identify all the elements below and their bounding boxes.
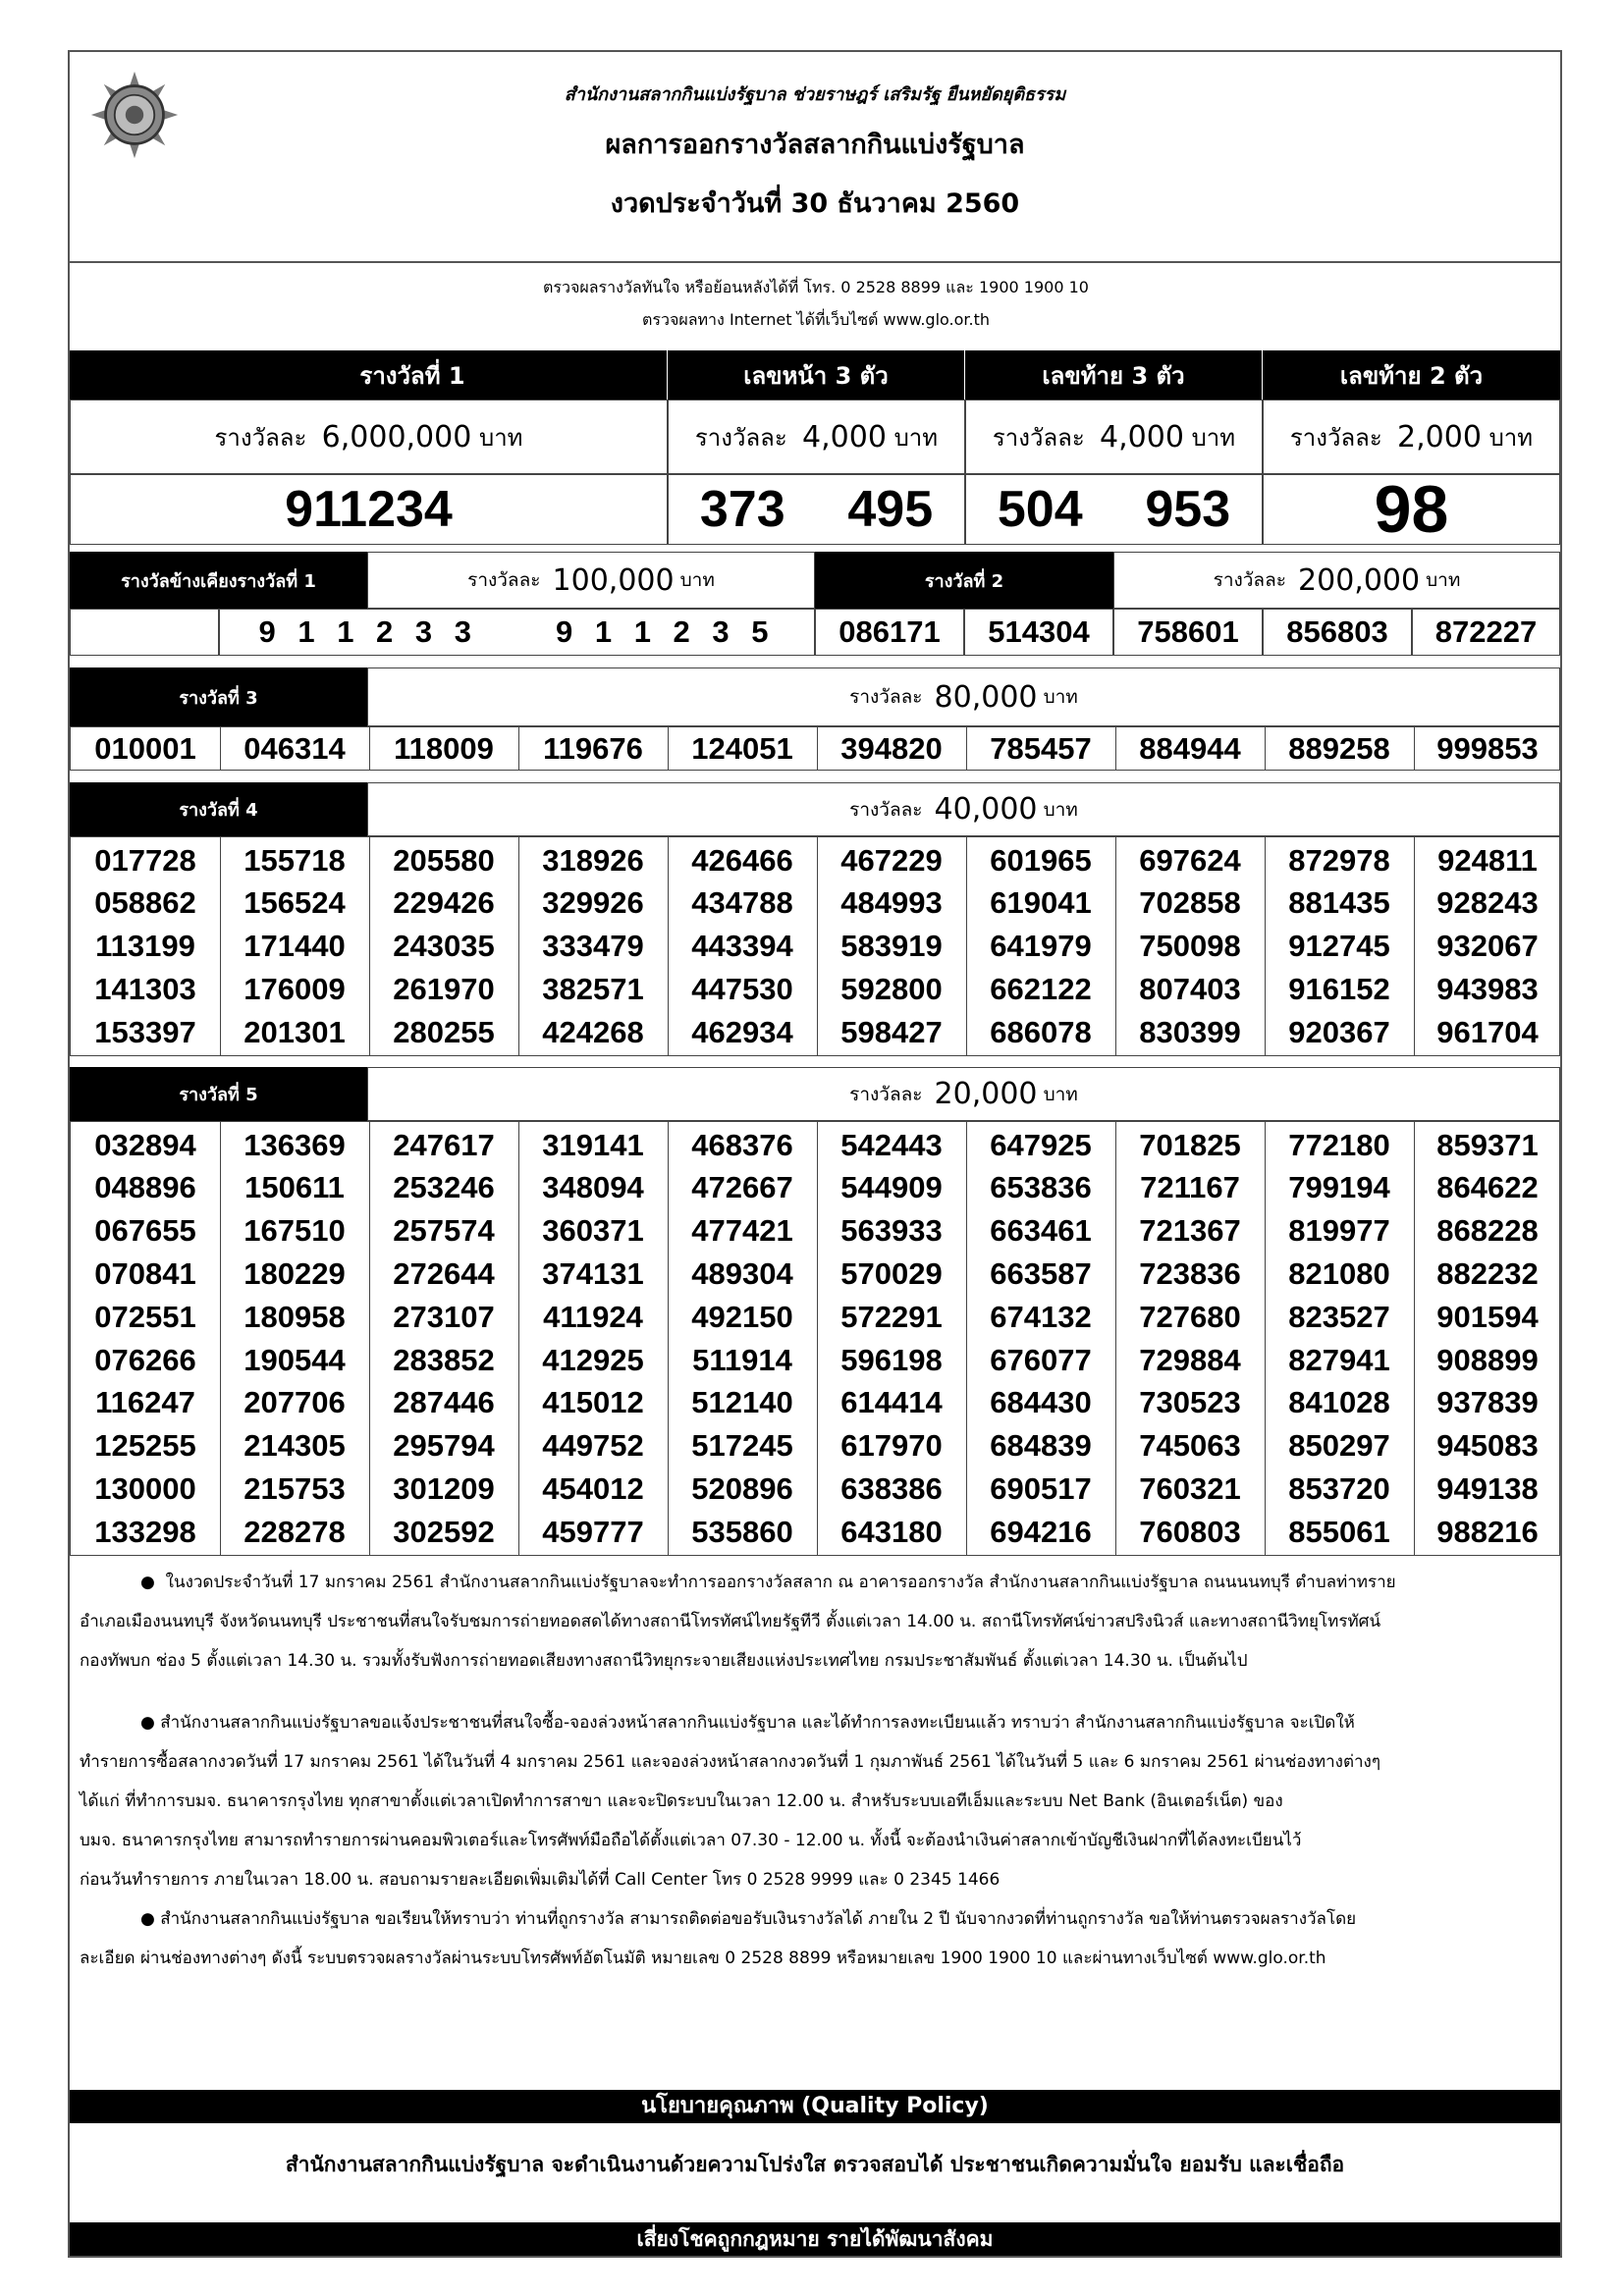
second-prize-number: 086171 (815, 609, 964, 656)
prize-number: 807403 (1139, 971, 1241, 1006)
prize-number: 596198 (840, 1342, 943, 1377)
prize-number: 205580 (393, 842, 495, 878)
second-prize-number: 856803 (1263, 609, 1412, 656)
third-prize-header: รางวัลที่ 3 (70, 667, 367, 726)
prize-number: 492150 (691, 1299, 793, 1334)
prize-number: 750098 (1139, 929, 1241, 964)
prize-number: 415012 (542, 1385, 644, 1420)
prize-number: 477421 (691, 1213, 793, 1249)
prize-number: 273107 (393, 1299, 495, 1334)
prize-number: 046314 (243, 730, 346, 766)
prize-number: 721167 (1140, 1170, 1240, 1205)
back2-header: เลขท้าย 2 ตัว (1263, 350, 1560, 400)
prize-number: 908899 (1436, 1342, 1539, 1377)
prize-number: 830399 (1139, 1014, 1241, 1049)
prize-number-row (71, 1124, 1559, 1166)
prize-number: 638386 (840, 1470, 943, 1506)
prize-number: 598427 (840, 1014, 943, 1049)
fourth-prize-header: รางวัลที่ 4 (70, 782, 367, 836)
prize-number: 730523 (1139, 1385, 1241, 1420)
fifth-prize-amount: รางวัลละ 20,000 บาท (367, 1067, 1560, 1121)
third-prize-amount: รางวัลละ 80,000 บาท (367, 667, 1560, 726)
prize-number-row (71, 968, 1559, 1010)
prize-number: 032894 (94, 1127, 196, 1162)
prize-number-row (71, 1425, 1559, 1468)
front3-number: 373 (699, 481, 785, 538)
prize-number: 799194 (1288, 1170, 1390, 1205)
prize-number: 943983 (1436, 971, 1539, 1006)
second-prize-header: รางวัลที่ 2 (815, 552, 1113, 609)
prize-number: 484993 (840, 885, 943, 921)
prize-number: 302592 (393, 1514, 495, 1549)
prize-number: 819977 (1288, 1213, 1390, 1249)
prize-number-row (71, 926, 1559, 968)
prize-number: 868228 (1436, 1213, 1539, 1249)
prize-number-row (71, 839, 1559, 881)
prize-number: 228278 (243, 1514, 346, 1549)
prize-number: 697624 (1139, 842, 1241, 878)
prize-number: 785457 (990, 730, 1092, 766)
prize-number: 318926 (542, 842, 644, 878)
prize-number: 684839 (990, 1428, 1092, 1464)
prize-number: 443394 (691, 929, 793, 964)
prize-number-row (71, 1339, 1559, 1381)
prize-number: 150611 (244, 1170, 345, 1205)
prize-number: 949138 (1436, 1470, 1539, 1506)
prize-number: 643180 (840, 1514, 943, 1549)
prize-number: 467229 (840, 842, 943, 878)
prize-number: 932067 (1436, 929, 1539, 964)
prize-number: 614414 (840, 1385, 943, 1420)
prize-number-row (71, 727, 1559, 770)
near-first-number: 9 1 1 2 3 5 (555, 614, 776, 649)
prize-number-row (71, 1253, 1559, 1295)
prize-number: 853720 (1288, 1470, 1390, 1506)
prize-number: 155718 (243, 842, 346, 878)
prize-number: 872978 (1288, 842, 1390, 878)
prize-number: 253246 (393, 1170, 495, 1205)
bullet-icon: ● (140, 1573, 155, 1592)
back3-number: 504 (997, 481, 1083, 538)
second-prize-number: 758601 (1113, 609, 1263, 656)
prize-number: 190544 (243, 1342, 346, 1377)
near-first-header: รางวัลข้างเคียงรางวัลที่ 1 (70, 552, 367, 609)
prize-number: 723836 (1139, 1255, 1241, 1291)
prize-number: 520896 (691, 1470, 793, 1506)
prize-number: 676077 (990, 1342, 1092, 1377)
prize-number: 116247 (95, 1385, 195, 1420)
prize-number: 229426 (393, 885, 495, 921)
prize-number: 881435 (1288, 885, 1390, 921)
prize-number: 690517 (990, 1470, 1092, 1506)
prize-number: 076266 (94, 1342, 196, 1377)
front3-amount: รางวัลละ 4,000 บาท (668, 400, 965, 474)
second-prize-number: 514304 (964, 609, 1113, 656)
page-title: ผลการออกรางวัลสลากกินแบ่งรัฐบาล (605, 130, 1025, 160)
prize-number: 180229 (243, 1255, 346, 1291)
prize-number: 058862 (94, 885, 196, 921)
prize-number: 113199 (95, 929, 195, 964)
prize-number: 133298 (94, 1514, 196, 1549)
quality-policy-text: สำนักงานสลากกินแบ่งรัฐบาล จะดำเนินงานด้วยความโปร่งใส ตรวจสอบได้ ประชาชนเกิดความมั่นใจ ยอมรับ และเชื่อถือ (285, 2153, 1345, 2176)
prize-number: 617970 (840, 1428, 943, 1464)
prize-number: 542443 (840, 1127, 943, 1162)
prize-number: 563933 (840, 1213, 943, 1249)
prize-number-row (71, 1167, 1559, 1209)
prize-number: 827941 (1288, 1342, 1390, 1377)
draw-date: งวดประจำวันที่ 30 ธันวาคม 2560 (610, 188, 1020, 219)
prize-number: 583919 (840, 929, 943, 964)
prize-number: 124051 (691, 730, 793, 766)
prize-number: 924811 (1437, 842, 1538, 878)
prize-number: 176009 (243, 971, 346, 1006)
back2-number: 98 (1263, 474, 1560, 545)
prize-number: 653836 (990, 1170, 1092, 1205)
prize-number: 201301 (243, 1014, 346, 1049)
prize-number: 729884 (1139, 1342, 1241, 1377)
prize-number: 702858 (1139, 885, 1241, 921)
bullet-icon: ● (140, 1909, 155, 1929)
prize-number-row (71, 1382, 1559, 1424)
prize-number: 961704 (1436, 1014, 1539, 1049)
prize-number: 394820 (840, 730, 943, 766)
prize-number: 247617 (393, 1127, 495, 1162)
prize-number: 694216 (990, 1514, 1092, 1549)
prize-number: 641979 (990, 929, 1092, 964)
prize-number: 864622 (1436, 1170, 1539, 1205)
prize-number: 171440 (243, 929, 346, 964)
prize-number: 459777 (542, 1514, 644, 1549)
prize-number: 745063 (1139, 1428, 1241, 1464)
front3-numbers (668, 474, 965, 545)
prize-number: 619041 (990, 885, 1092, 921)
prize-number: 912745 (1288, 929, 1390, 964)
prize-number: 382571 (542, 971, 644, 1006)
prize-number: 882232 (1436, 1255, 1539, 1291)
prize-number: 999853 (1436, 730, 1539, 766)
prize-number: 920367 (1288, 1014, 1390, 1049)
prize-number: 215753 (243, 1470, 346, 1506)
prize-number: 462934 (691, 1014, 793, 1049)
prize-number: 243035 (393, 929, 495, 964)
prize-number: 701825 (1139, 1127, 1241, 1162)
prize-number: 017728 (94, 842, 196, 878)
prize-number: 988216 (1436, 1514, 1539, 1549)
near-first-amount: รางวัลละ 100,000 บาท (367, 552, 815, 609)
prize-number-row (71, 1210, 1559, 1253)
prize-number: 945083 (1436, 1428, 1539, 1464)
prize-number: 512140 (691, 1385, 793, 1420)
prize-number: 535860 (691, 1514, 793, 1549)
prize-number: 272644 (393, 1255, 495, 1291)
prize-number: 489304 (691, 1255, 793, 1291)
prize-number: 855061 (1288, 1514, 1390, 1549)
prize-number: 647925 (990, 1127, 1092, 1162)
prize-number: 517245 (691, 1428, 793, 1464)
back2-amount: รางวัลละ 2,000 บาท (1263, 400, 1560, 474)
prize-number-row (71, 1011, 1559, 1053)
prize-number: 374131 (542, 1255, 644, 1291)
fifth-prize-numbers (70, 1121, 1560, 1556)
back3-header: เลขท้าย 3 ตัว (965, 350, 1262, 400)
prize-number-row (71, 1468, 1559, 1510)
prize-number: 544909 (840, 1170, 943, 1205)
prize-number: 348094 (542, 1170, 644, 1205)
prize-number: 048896 (94, 1170, 196, 1205)
prize-number: 141303 (94, 971, 196, 1006)
prize-number: 214305 (243, 1428, 346, 1464)
prize-number: 472667 (691, 1170, 793, 1205)
prize-number: 119676 (543, 730, 643, 766)
prize-number-row (71, 1511, 1559, 1553)
prize-number: 180958 (243, 1299, 346, 1334)
prize-number: 156524 (243, 885, 346, 921)
note-claim-period: ● สำนักงานสลากกินแบ่งรัฐบาล ขอเรียนให้ทราบว่า ท่านที่ถูกรางวัล สามารถติดต่อขอรับเงินรางวัลได้ ภายใน 2 ปี นับจากงวดที่ท่านถูกรางวัล ขอให้ท่านตรวจผลรางวัลโดย ละเอียด ผ่านช่องทางต่างๆ ดังนี้ ระบบตรวจผลรางวัลผ่านระบบโทรศัพท์อัตโนมัติ หมายเลข 0 2528 8899 หรือหมายเลข 1900 1900 10 และผ่านทางเว็บไซต์ www.glo.or.th (80, 1909, 1357, 1968)
first-prize-header: รางวัลที่ 1 (70, 350, 667, 400)
prize-number: 136369 (243, 1127, 346, 1162)
prize-number: 118009 (394, 730, 494, 766)
prize-number: 684430 (990, 1385, 1092, 1420)
prize-number: 727680 (1139, 1299, 1241, 1334)
quality-policy-title: นโยบายคุณภาพ (Quality Policy) (70, 2090, 1560, 2123)
prize-number: 153397 (94, 1014, 196, 1049)
prize-number: 333479 (542, 929, 644, 964)
prize-number: 570029 (840, 1255, 943, 1291)
prize-number: 360371 (542, 1213, 644, 1249)
prize-number: 207706 (243, 1385, 346, 1420)
prize-number: 167510 (243, 1213, 346, 1249)
first-prize-number: 911234 (70, 474, 668, 545)
prize-number: 329926 (542, 885, 644, 921)
fourth-prize-amount: รางวัลละ 40,000 บาท (367, 782, 1560, 836)
prize-number: 663461 (990, 1213, 1092, 1249)
prize-number: 772180 (1288, 1127, 1390, 1162)
prize-number: 449752 (542, 1428, 644, 1464)
prize-number: 072551 (94, 1299, 196, 1334)
prize-number: 901594 (1436, 1299, 1539, 1334)
prize-number: 686078 (990, 1014, 1092, 1049)
check-phone-text: ตรวจผลรางวัลทันใจ หรือย้อนหลังได้ที่ โทร. 0 2528 8899 และ 1900 1900 10 (543, 278, 1089, 296)
fourth-prize-numbers (70, 836, 1560, 1056)
header (70, 52, 1560, 263)
prize-number: 261970 (393, 971, 495, 1006)
near-first-empty (70, 609, 219, 656)
prize-number: 411924 (543, 1299, 643, 1334)
prize-number: 070841 (94, 1255, 196, 1291)
third-prize-numbers (70, 726, 1560, 771)
prize-number: 447530 (691, 971, 793, 1006)
back3-numbers (965, 474, 1263, 545)
prize-number: 067655 (94, 1213, 196, 1249)
bullet-icon: ● (140, 1713, 155, 1733)
second-prize-number: 872227 (1412, 609, 1560, 656)
prize-number: 760803 (1139, 1514, 1241, 1549)
prize-number: 319141 (542, 1127, 644, 1162)
note-advance-purchase: ● สำนักงานสลากกินแบ่งรัฐบาลขอแจ้งประชาชนที่สนใจซื้อ-จองล่วงหน้าสลากกินแบ่งรัฐบาล และได้ทำการลงทะเบียนแล้ว ทราบว่า สำนักงานสลากกินแบ่งรัฐบาล จะเปิดให้ ทำรายการซื้อสลากงวดวันที่ 17 มกราคม 2561 ได้ในวันที่ 4 มกราคม 2561 และจองล่วงหน้าสลากงวดวันที่ 1 กุมภาพันธ์ 2561 ได้ในวันที่ 5 และ 6 มกราคม 2561 ผ่านช่องทางต่างๆ ได้แก่ ที่ทำการบมจ. ธนาคารกรุงไทย ทุกสาขาตั้งแต่เวลาเปิดทำการสาขา และจะปิดระบบในเวลา 12.00 น. สำหรับระบบเอทีเอ็มและระบบ Net Bank (อินเตอร์เน็ต) ของ บมจ. ธนาคารกรุงไทย สามารถทำรายการผ่านคอมพิวเตอร์และโทรศัพท์มือถือได้ตั้งแต่เวลา 07.30 - 12.00 น. ทั้งนี้ จะต้องนำเงินค่าสลากเข้าบัญชีเงินฝากที่ได้ลงทะเบียนไว้ ก่อนวันทำรายการ ภายในเวลา 18.00 น. สอบถามรายละเอียดเพิ่มเติมได้ที่ Call Center โทร 0 2528 9999 และ 0 2345 1466 (80, 1713, 1380, 1890)
prize-number: 257574 (393, 1213, 495, 1249)
prize-number: 850297 (1288, 1428, 1390, 1464)
first-prize-amount: รางวัลละ 6,000,000 บาท (70, 400, 668, 474)
front3-header: เลขหน้า 3 ตัว (668, 350, 964, 400)
prize-number: 928243 (1436, 885, 1539, 921)
prize-number: 889258 (1288, 730, 1390, 766)
prize-number: 592800 (840, 971, 943, 1006)
prize-number: 301209 (393, 1470, 495, 1506)
prize-number: 859371 (1436, 1127, 1539, 1162)
near-first-number: 9 1 1 2 3 3 (258, 614, 478, 649)
prize-number: 841028 (1288, 1385, 1390, 1420)
prize-number: 937839 (1436, 1385, 1539, 1420)
front3-number: 495 (847, 481, 934, 538)
prize-number: 412925 (542, 1342, 644, 1377)
note-draw-location: ● ในงวดประจำวันที่ 17 มกราคม 2561 สำนักงานสลากกินแบ่งรัฐบาลจะทำการออกรางวัลสลาก ณ อาคารออกรางวัล สำนักงานสลากกินแบ่งรัฐบาล ถนนนนทบุรี ตำบลท่าทราย อำเภอเมืองนนทบุรี จังหวัดนนทบุรี ประชาชนที่สนใจรับชมการถ่ายทอดสดได้ทางสถานีโทรทัศน์ไทยรัฐทีวี ตั้งแต่เวลา 14.00 น. สถานีโทรทัศน์ข่าวสปริงนิวส์ และทางสถานีวิทยุโทรทัศน์ กองทัพบก ช่อง 5 ตั้งแต่เวลา 14.30 น. รวมทั้งรับฟังการถ่ายทอดเสียงทางสถานีวิทยุกระจายเสียงแห่งประเทศไทย กรมประชาสัมพันธ์ ตั้งแต่เวลา 14.30 น. เป็นต้นไป (80, 1573, 1396, 1671)
prize-number: 511914 (692, 1342, 792, 1377)
prize-number: 426466 (691, 842, 793, 878)
prize-number: 010001 (94, 730, 196, 766)
prize-number: 434788 (691, 885, 793, 921)
prize-number: 760321 (1139, 1470, 1241, 1506)
fifth-prize-header: รางวัลที่ 5 (70, 1067, 367, 1121)
prize-number: 572291 (840, 1299, 943, 1334)
prize-number: 283852 (393, 1342, 495, 1377)
prize-number: 674132 (990, 1299, 1092, 1334)
prize-number: 721367 (1139, 1213, 1241, 1249)
prize-number: 287446 (393, 1385, 495, 1420)
second-prize-amount: รางวัลละ 200,000 บาท (1113, 552, 1560, 609)
near-first-numbers (219, 609, 815, 656)
prize-number: 821080 (1288, 1255, 1390, 1291)
prize-number: 280255 (393, 1014, 495, 1049)
prize-number-row (71, 882, 1559, 925)
prize-number-row (71, 1296, 1559, 1338)
back3-amount: รางวัลละ 4,000 บาท (965, 400, 1263, 474)
prize-number: 663587 (990, 1255, 1092, 1291)
prize-number: 916152 (1288, 971, 1390, 1006)
prize-number: 130000 (94, 1470, 196, 1506)
prize-number: 125255 (94, 1428, 196, 1464)
prize-number: 884944 (1139, 730, 1241, 766)
prize-number: 468376 (691, 1127, 793, 1162)
check-web-text: ตรวจผลทาง Internet ได้ที่เว็บไซต์ www.glo.or.th (641, 310, 990, 329)
prize-number: 454012 (542, 1470, 644, 1506)
prize-number: 424268 (542, 1014, 644, 1049)
prize-number: 662122 (990, 971, 1092, 1006)
slogan: เสี่ยงโชคถูกกฎหมาย รายได้พัฒนาสังคม (70, 2222, 1560, 2256)
org-motto: สำนักงานสลากกินแบ่งรัฐบาล ช่วยราษฎร์ เสริมรัฐ ยืนหยัดยุติธรรม (564, 84, 1066, 105)
back3-number: 953 (1145, 481, 1231, 538)
prize-number: 295794 (393, 1428, 495, 1464)
prize-number: 823527 (1288, 1299, 1390, 1334)
prize-number: 601965 (990, 842, 1092, 878)
